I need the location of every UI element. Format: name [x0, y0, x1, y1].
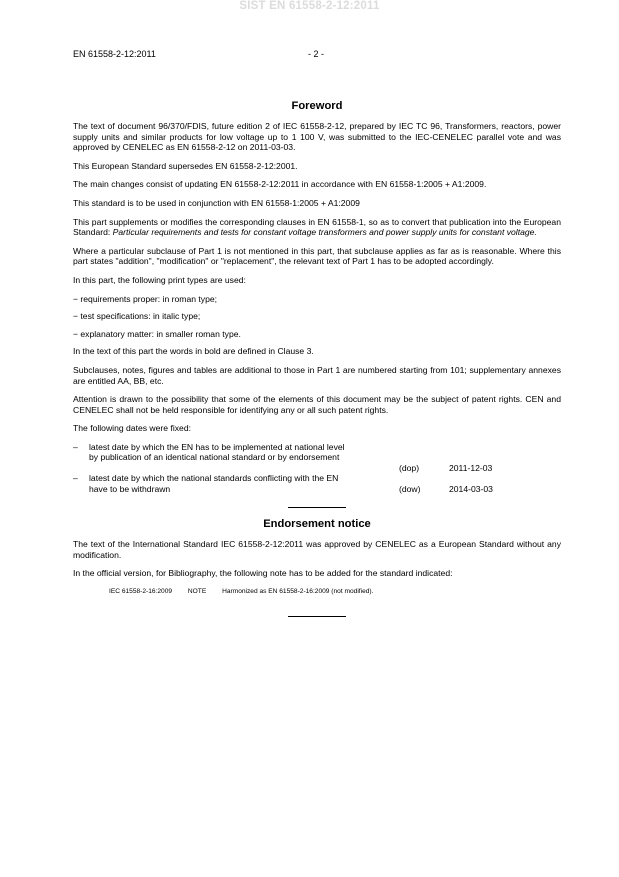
header-doc-ref: EN 61558-2-12:2011 — [73, 49, 156, 59]
date-dash: – — [73, 473, 78, 484]
foreword-paragraph: Attention is drawn to the possibility that some of the elements of this document may be the subject of patent rights. CEN and CENELEC shall not be held responsible for identifying any or all such patent rights. — [73, 394, 561, 415]
foreword-paragraph: Where a particular subclause of Part 1 is not mentioned in this part, that subclause applies as far as is reasonable. Where this part states "addition", "modification" or "replacement", the relevant text of Part 1 has to be adopted accordingly. — [73, 245, 561, 267]
endorsement-paragraph: In the official version, for Bibliography, the following note has to be added for the standard indicated: — [73, 568, 453, 579]
foreword-paragraph: In this part, the following print types are used: — [73, 274, 246, 285]
date-abbr: (dow) — [399, 483, 421, 494]
note-reference: IEC 61558-2-16:2009 — [109, 588, 173, 596]
header-page-number: - 2 - — [308, 49, 325, 59]
foreword-paragraph: The main changes consist of updating EN 61558-2-12:2011 in accordance with EN 61558-1:2005 + A1:2009. — [73, 179, 487, 190]
bibliography-note — [109, 587, 561, 598]
watermark: SIST EN 61558-2-12:2011 — [239, 0, 380, 12]
endorsement-paragraph: The text of the International Standard IEC 61558-2-12:2011 was approved by CENELEC as a European Standard without any modification. — [73, 539, 561, 560]
date-row-dop — [73, 441, 561, 473]
note-label: NOTE — [187, 588, 207, 596]
date-description: latest date by which the national standards conflicting with the EN have to be withdrawn — [89, 473, 339, 494]
foreword-paragraph: This standard is to be used in conjunction with EN 61558-1:2005 + A1:2009 — [73, 197, 360, 208]
note-text: Harmonized as EN 61558-2-16:2009 (not modified). — [222, 588, 374, 596]
separator-rule — [288, 507, 346, 508]
foreword-title: Foreword — [291, 100, 343, 112]
date-description: latest date by which the EN has to be implemented at national level by publication of an identical national standard or by endorsement — [89, 441, 345, 463]
foreword-paragraph: The following dates were fixed: — [73, 423, 191, 434]
paragraph-text: This part supplements or modifies the corresponding clauses in EN 61558-1, so as to convert that publication into the European Standard: — [73, 216, 561, 238]
page-content — [73, 99, 561, 626]
foreword-paragraph: In the text of this part the words in bold are defined in Clause 3. — [73, 346, 314, 357]
date-value: 2011-12-03 — [449, 462, 493, 473]
endorsement-title: Endorsement notice — [263, 518, 371, 531]
foreword-paragraph: The text of document 96/370/FDIS, future edition 2 of IEC 61558-2-12, prepared by IEC TC 96, Transformers, reactors, power supply units and similar products for low voltage up to 1 100 V, was submitted to the IEC-CENELEC parallel vote and was approved by CENELEC as EN 61558-2-12 on 2011-03-03. — [73, 121, 561, 153]
date-abbr: (dop) — [399, 462, 420, 473]
foreword-paragraph — [73, 217, 561, 238]
foreword-paragraph: Subclauses, notes, figures and tables are additional to those in Part 1 are numbered starting from 101; supplementary annexes are entitled AA, BB, etc. — [73, 364, 561, 386]
print-type-item: − requirements proper: in roman type; — [73, 293, 218, 304]
foreword-paragraph: This European Standard supersedes EN 61558-2-12:2001. — [73, 160, 298, 171]
print-type-item: − explanatory matter: in smaller roman type. — [73, 328, 241, 339]
standard-title-italic: Particular requirements and tests for constant voltage transformers and power supply units for constant voltage. — [112, 227, 537, 238]
separator-rule — [288, 616, 346, 617]
print-type-item: − test specifications: in italic type; — [73, 311, 201, 322]
date-value: 2014-03-03 — [449, 483, 493, 494]
date-dash: – — [73, 441, 78, 452]
date-row-dow — [73, 473, 561, 494]
